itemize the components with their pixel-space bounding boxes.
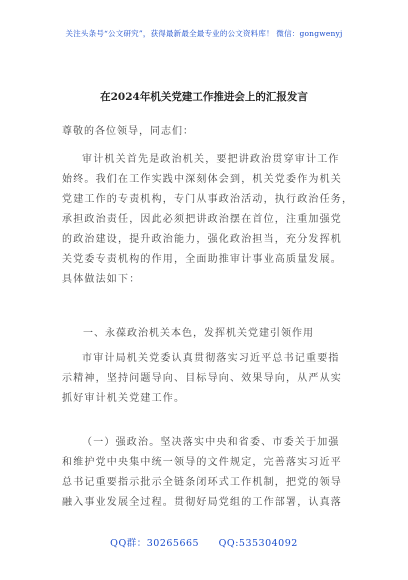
paragraph-line: 始终。我们在工作实践中深刻体会到，机关党委作为机关 [62, 174, 342, 185]
footer-contact [0, 535, 408, 549]
paragraph-subsection [62, 433, 342, 513]
paragraph-line: 市审计局机关党委认真贯彻落实习近平总书记重要指 [82, 353, 340, 364]
paragraph-section-intro [62, 349, 342, 409]
paragraph-line: 关党委专责机构的作用，全面助推审计事业高质量发展。 [62, 254, 342, 265]
paragraph-line: 党建工作的专责机构，专门从事政治活动，执行政治任务， [62, 194, 354, 205]
qq-contact-number: QQ:535304092 [218, 538, 298, 549]
document-title: 在2024年机关党建工作推进会上的汇报发言 [100, 91, 308, 103]
paragraph-line: 总书记重要指示批示全链条闭环式工作机制，把党的领导 [62, 477, 342, 488]
paragraph-line: 和维护党中央集中统一领导的文件规定，完善落实习近平 [62, 457, 342, 468]
qq-group-number: QQ群：30265665 [110, 538, 200, 549]
paragraph-line: （一）强政治。坚决落实中央和省委、市委关于加强 [82, 437, 340, 448]
paragraph-intro [62, 150, 353, 290]
paragraph-line: 的政治建设，提升政治能力，强化政治担当，充分发挥机 [62, 234, 342, 245]
paragraph-line: 具体做法如下： [62, 274, 141, 285]
paragraph-line: 承担政治责任，因此必须把讲政治摆在首位，注重加强党 [62, 214, 342, 225]
section-heading: 一、永葆政治机关本色，发挥机关党建引领作用 [83, 328, 314, 339]
paragraph-line: 抓好审计机关党建工作。 [62, 393, 186, 404]
paragraph-line: 融入事业发展全过程。贯彻好局党组的工作部署，认真落 [62, 497, 342, 508]
paragraph-line: 审计机关首先是政治机关，要把讲政治贯穿审计工作 [82, 154, 340, 165]
header-banner: 关注头条号“公文研究”，获得最新最全最专业的公文资料库！ 微信：gongwenyj [65, 29, 343, 38]
salutation: 尊敬的各位领导，同志们： [62, 126, 194, 137]
paragraph-line: 示精神，坚持问题导向、目标导向、效果导向，从严从实 [62, 373, 342, 384]
